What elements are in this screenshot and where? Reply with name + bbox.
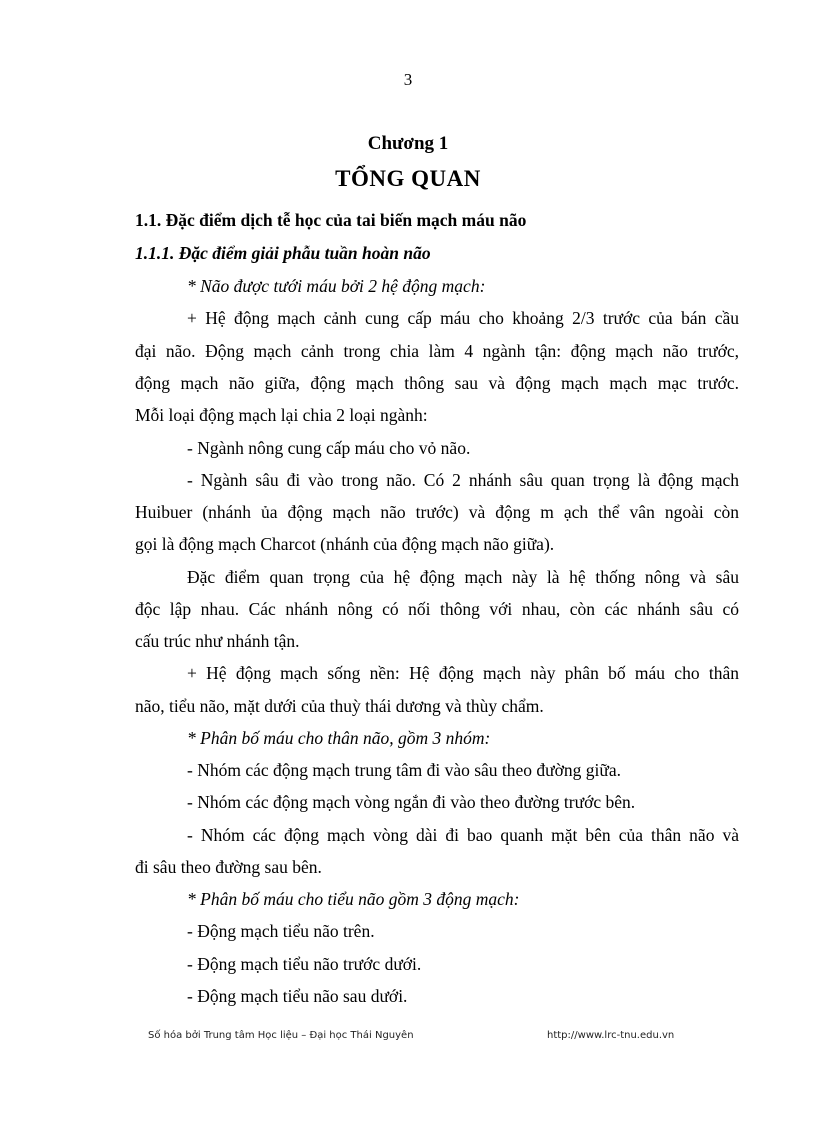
body-line: Huibuer (nhánh ủa động mạch não trước) và động m ạch thể vân ngoài còn <box>135 502 739 522</box>
body-line: - Nhóm các động mạch vòng ngắn đi vào theo đường trước bên. <box>187 792 636 812</box>
body-line: - Nhóm các động mạch trung tâm đi vào sâu theo đường giữa. <box>187 760 622 780</box>
body-line: não, tiểu não, mặt dưới của thuỳ thái dương và thùy chẩm. <box>135 696 544 716</box>
subsection-heading: 1.1.1. Đặc điểm giải phẫu tuần hoàn não <box>135 243 431 263</box>
body-line: động mạch não giữa, động mạch thông sau và động mạch mạch mạc trước. <box>135 373 739 393</box>
body-line: gọi là động mạch Charcot (nhánh của động mạch não giữa). <box>135 534 555 554</box>
body-line: - Ngành nông cung cấp máu cho vỏ não. <box>187 438 471 458</box>
body-line: - Ngành sâu đi vào trong não. Có 2 nhánh sâu quan trọng là động mạch <box>187 470 739 490</box>
body-line: + Hệ động mạch cảnh cung cấp máu cho khoảng 2/3 trước của bán cầu <box>187 308 739 328</box>
footer-source: Số hóa bởi Trung tâm Học liệu – Đại học Thái Nguyên <box>148 1030 414 1041</box>
body-line: Đặc điểm quan trọng của hệ động mạch này là hệ thống nông và sâu <box>187 567 739 587</box>
body-line: độc lập nhau. Các nhánh nông có nối thông với nhau, còn các nhánh sâu có <box>135 599 739 619</box>
section-heading: 1.1. Đặc điểm dịch tễ học của tai biến mạch máu não <box>135 210 527 230</box>
body-line: * Phân bố máu cho tiểu não gồm 3 động mạch: <box>187 889 520 909</box>
body-line: - Động mạch tiểu não sau dưới. <box>187 986 408 1006</box>
body-line: cấu trúc như nhánh tận. <box>135 631 300 651</box>
body-line: đại não. Động mạch cảnh trong chia làm 4 ngành tận: động mạch não trước, <box>135 341 739 361</box>
chapter-label: Chương 1 <box>367 133 449 154</box>
body-line: * Phân bố máu cho thân não, gồm 3 nhóm: <box>187 728 491 748</box>
body-line: Mỗi loại động mạch lại chia 2 loại ngành: <box>135 405 428 425</box>
page-number: 3 <box>403 70 413 89</box>
body-line: + Hệ động mạch sống nền: Hệ động mạch này phân bố máu cho thân <box>187 663 739 683</box>
body-line: đi sâu theo đường sau bên. <box>135 857 322 877</box>
chapter-title: TỔNG QUAN <box>335 166 481 191</box>
body-line: - Nhóm các động mạch vòng dài đi bao quanh mặt bên của thân não và <box>187 825 739 845</box>
body-line: - Động mạch tiểu não trước dưới. <box>187 954 422 974</box>
body-line: * Não được tưới máu bởi 2 hệ động mạch: <box>187 276 486 296</box>
footer-url: http://www.lrc-tnu.edu.vn <box>547 1030 675 1041</box>
body-line: - Động mạch tiểu não trên. <box>187 921 375 941</box>
